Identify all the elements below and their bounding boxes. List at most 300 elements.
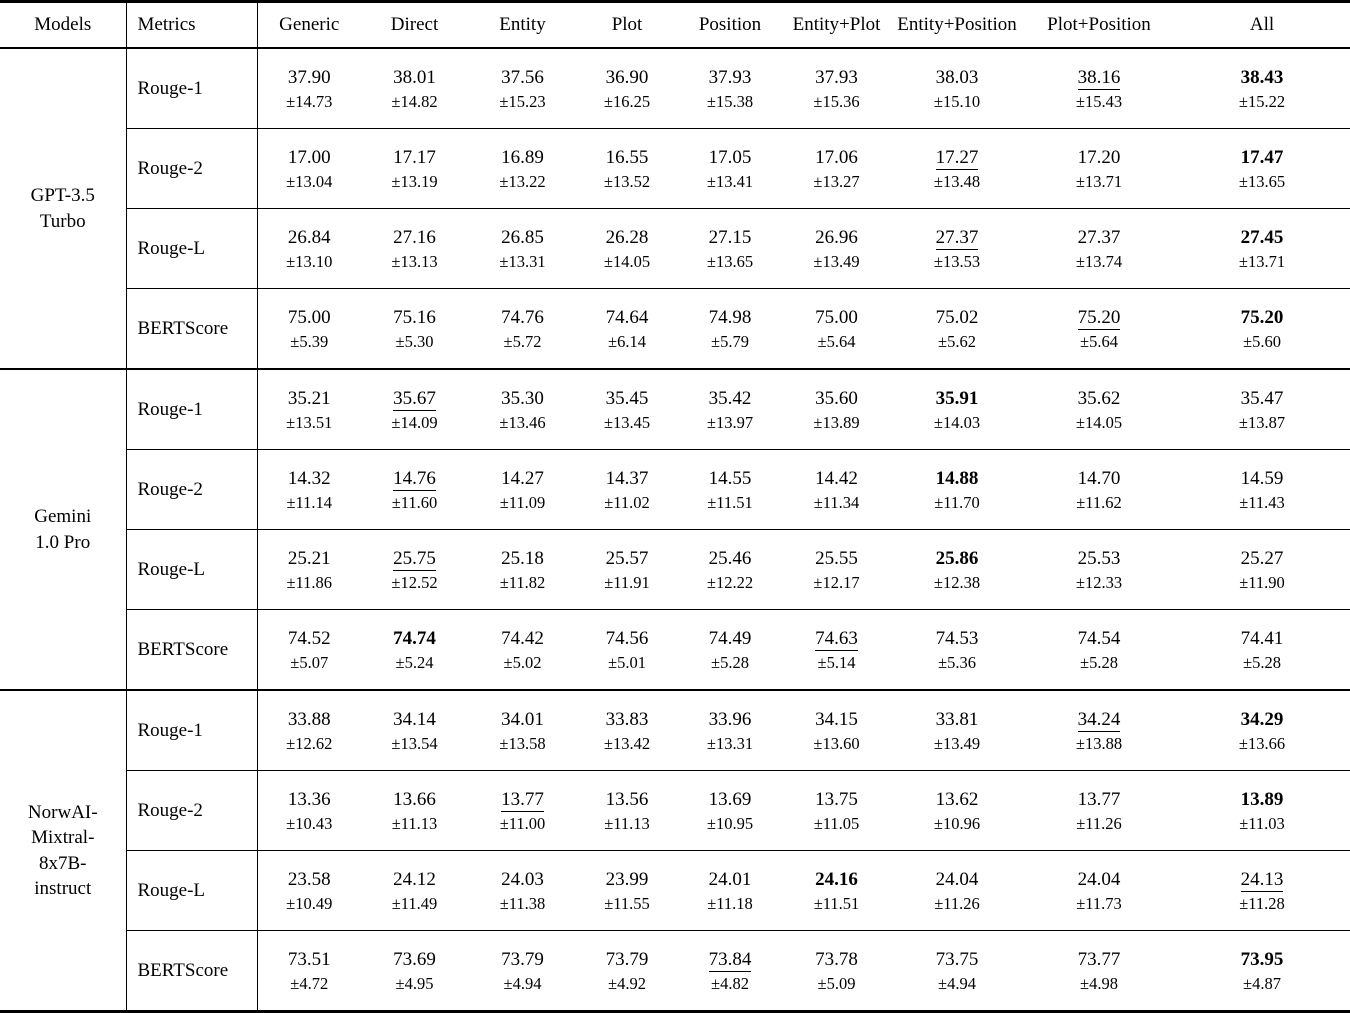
mean-value: 25.53 <box>1077 547 1121 569</box>
mean-value: 24.13 <box>1240 868 1284 890</box>
std-value: ±5.28 <box>1080 652 1118 672</box>
std-value: ±4.98 <box>1080 973 1118 993</box>
mean-value: 26.96 <box>815 226 858 248</box>
std-value: ±5.39 <box>290 331 329 351</box>
std-value: ±12.62 <box>286 733 333 753</box>
value-cell <box>468 48 577 129</box>
value-cell <box>1174 530 1350 610</box>
value-cell <box>677 610 783 691</box>
mean-value: 14.55 <box>708 467 752 489</box>
std-value: ±13.58 <box>499 733 546 753</box>
mean-value: 36.90 <box>605 66 649 88</box>
mean-value: 17.17 <box>393 146 436 168</box>
std-value: ±4.94 <box>503 973 542 993</box>
mean-value: 74.42 <box>501 627 544 649</box>
value-cell <box>1174 129 1350 209</box>
mean-value: 33.88 <box>287 708 331 730</box>
value-cell <box>468 771 577 851</box>
col-header-entity-position: Entity+Position <box>890 2 1024 49</box>
mean-value: 74.56 <box>605 627 649 649</box>
table-row <box>0 851 1350 931</box>
value-cell <box>677 369 783 450</box>
mean-value: 35.30 <box>501 387 544 409</box>
mean-value: 35.67 <box>393 387 436 409</box>
metric-label: Rouge-2 <box>126 771 257 851</box>
col-header-direct: Direct <box>361 2 468 49</box>
std-value: ±13.71 <box>1238 251 1286 271</box>
std-value: ±10.49 <box>286 893 333 913</box>
mean-value: 14.37 <box>605 467 649 489</box>
value-cell <box>577 289 677 370</box>
std-value: ±13.27 <box>813 171 860 191</box>
mean-value: 23.58 <box>287 868 331 890</box>
mean-value: 38.43 <box>1240 66 1284 88</box>
std-value: ±5.72 <box>503 331 542 351</box>
mean-value: 25.75 <box>393 547 436 569</box>
std-value: ±13.49 <box>933 733 981 753</box>
std-value: ±13.49 <box>813 251 860 271</box>
value-cell <box>257 450 361 530</box>
model-name <box>0 369 126 690</box>
mean-value: 25.57 <box>605 547 649 569</box>
mean-value: 73.51 <box>287 948 331 970</box>
std-value: ±14.82 <box>391 91 438 111</box>
std-value: ±13.13 <box>391 251 438 271</box>
mean-value: 17.47 <box>1240 146 1284 168</box>
std-value: ±11.34 <box>813 492 860 512</box>
table-row <box>0 48 1350 129</box>
mean-value: 16.55 <box>605 146 649 168</box>
value-cell <box>1174 369 1350 450</box>
value-cell <box>257 771 361 851</box>
std-value: ±5.28 <box>1243 652 1281 672</box>
value-cell <box>257 289 361 370</box>
mean-value: 73.69 <box>393 948 436 970</box>
std-value: ±5.30 <box>395 331 434 351</box>
value-cell <box>361 209 468 289</box>
value-cell <box>890 369 1024 450</box>
model-name-line: 8x7B- <box>39 852 87 874</box>
value-cell <box>577 771 677 851</box>
std-value: ±5.02 <box>503 652 542 672</box>
value-cell <box>783 369 890 450</box>
std-value: ±13.65 <box>1238 171 1286 191</box>
col-header-position: Position <box>677 2 783 49</box>
std-value: ±5.28 <box>711 652 749 672</box>
mean-value: 24.01 <box>708 868 752 890</box>
value-cell <box>1024 690 1174 771</box>
std-value: ±10.95 <box>706 813 754 833</box>
std-value: ±13.71 <box>1075 171 1123 191</box>
std-value: ±13.48 <box>933 171 981 191</box>
mean-value: 74.74 <box>393 627 436 649</box>
model-name-line: Gemini <box>34 506 92 528</box>
mean-value: 26.28 <box>605 226 649 248</box>
col-header-plot-position: Plot+Position <box>1024 2 1174 49</box>
metric-label: BERTScore <box>126 610 257 691</box>
value-cell <box>783 450 890 530</box>
std-value: ±13.52 <box>603 171 651 191</box>
mean-value: 26.84 <box>287 226 331 248</box>
value-cell <box>1024 851 1174 931</box>
mean-value: 34.24 <box>1077 708 1121 730</box>
metric-label: BERTScore <box>126 931 257 1012</box>
value-cell <box>361 369 468 450</box>
mean-value: 17.06 <box>815 146 858 168</box>
mean-value: 73.95 <box>1240 948 1284 970</box>
value-cell <box>783 931 890 1012</box>
value-cell <box>361 129 468 209</box>
std-value: ±5.09 <box>817 973 856 993</box>
value-cell <box>361 771 468 851</box>
value-cell <box>890 931 1024 1012</box>
metric-label: Rouge-L <box>126 851 257 931</box>
value-cell <box>577 209 677 289</box>
table-row <box>0 450 1350 530</box>
std-value: ±5.60 <box>1243 331 1281 351</box>
mean-value: 74.49 <box>708 627 752 649</box>
value-cell <box>468 610 577 691</box>
std-value: ±12.33 <box>1075 572 1123 592</box>
mean-value: 75.00 <box>815 306 858 328</box>
mean-value: 35.62 <box>1077 387 1121 409</box>
std-value: ±11.49 <box>391 893 438 913</box>
mean-value: 35.91 <box>935 387 979 409</box>
value-cell <box>783 209 890 289</box>
std-value: ±5.01 <box>608 652 646 672</box>
value-cell <box>577 129 677 209</box>
std-value: ±5.24 <box>395 652 434 672</box>
col-header-metrics: Metrics <box>126 2 257 49</box>
std-value: ±13.22 <box>499 171 546 191</box>
value-cell <box>577 931 677 1012</box>
mean-value: 35.42 <box>708 387 752 409</box>
std-value: ±11.90 <box>1239 572 1285 592</box>
metric-label: BERTScore <box>126 289 257 370</box>
value-cell <box>890 690 1024 771</box>
value-cell <box>890 129 1024 209</box>
std-value: ±11.73 <box>1076 893 1122 913</box>
mean-value: 35.60 <box>815 387 858 409</box>
mean-value: 74.64 <box>605 306 649 328</box>
std-value: ±11.09 <box>499 492 546 512</box>
mean-value: 25.18 <box>501 547 544 569</box>
model-name-line: instruct <box>34 877 92 899</box>
std-value: ±14.09 <box>391 412 438 432</box>
mean-value: 33.81 <box>935 708 979 730</box>
mean-value: 25.27 <box>1240 547 1284 569</box>
value-cell <box>361 690 468 771</box>
metric-label: Rouge-1 <box>126 690 257 771</box>
std-value: ±13.31 <box>499 251 546 271</box>
std-value: ±15.36 <box>813 91 860 111</box>
col-header-plot: Plot <box>577 2 677 49</box>
mean-value: 34.15 <box>815 708 858 730</box>
value-cell <box>1174 209 1350 289</box>
mean-value: 17.27 <box>935 146 979 168</box>
value-cell <box>468 450 577 530</box>
std-value: ±11.91 <box>604 572 650 592</box>
mean-value: 35.21 <box>287 387 331 409</box>
value-cell <box>1174 48 1350 129</box>
std-value: ±12.22 <box>706 572 754 592</box>
model-name <box>0 690 126 1012</box>
value-cell <box>577 610 677 691</box>
value-cell <box>677 771 783 851</box>
mean-value: 73.84 <box>708 948 752 970</box>
mean-value: 13.66 <box>393 788 436 810</box>
value-cell <box>361 851 468 931</box>
std-value: ±13.54 <box>391 733 438 753</box>
value-cell <box>1024 771 1174 851</box>
std-value: ±5.64 <box>1080 331 1118 351</box>
mean-value: 17.05 <box>708 146 752 168</box>
value-cell <box>783 851 890 931</box>
std-value: ±13.46 <box>499 412 546 432</box>
mean-value: 37.93 <box>815 66 858 88</box>
std-value: ±13.42 <box>603 733 651 753</box>
value-cell <box>1024 209 1174 289</box>
mean-value: 37.90 <box>287 66 331 88</box>
value-cell <box>890 450 1024 530</box>
value-cell <box>1174 289 1350 370</box>
value-cell <box>257 369 361 450</box>
mean-value: 75.16 <box>393 306 436 328</box>
std-value: ±13.31 <box>706 733 754 753</box>
mean-value: 34.14 <box>393 708 436 730</box>
mean-value: 27.37 <box>1077 226 1121 248</box>
value-cell <box>783 129 890 209</box>
std-value: ±13.10 <box>286 251 333 271</box>
mean-value: 35.47 <box>1240 387 1284 409</box>
mean-value: 27.15 <box>708 226 752 248</box>
std-value: ±11.51 <box>707 492 753 512</box>
std-value: ±11.62 <box>1076 492 1122 512</box>
value-cell <box>1024 530 1174 610</box>
value-cell <box>890 209 1024 289</box>
mean-value: 13.62 <box>935 788 979 810</box>
mean-value: 24.04 <box>1077 868 1121 890</box>
std-value: ±4.95 <box>395 973 434 993</box>
model-name-line: 1.0 Pro <box>35 531 91 553</box>
mean-value: 74.76 <box>501 306 544 328</box>
value-cell <box>1024 129 1174 209</box>
value-cell <box>361 48 468 129</box>
std-value: ±11.05 <box>813 813 860 833</box>
value-cell <box>468 129 577 209</box>
std-value: ±11.18 <box>707 893 753 913</box>
table-row <box>0 931 1350 1012</box>
std-value: ±5.07 <box>290 652 329 672</box>
std-value: ±11.14 <box>286 492 333 512</box>
value-cell <box>1024 931 1174 1012</box>
mean-value: 73.79 <box>605 948 649 970</box>
value-cell <box>257 690 361 771</box>
mean-value: 14.59 <box>1240 467 1284 489</box>
value-cell <box>1174 851 1350 931</box>
std-value: ±11.26 <box>934 893 980 913</box>
mean-value: 37.56 <box>501 66 544 88</box>
std-value: ±11.03 <box>1239 813 1285 833</box>
model-name-line: GPT-3.5 <box>30 185 95 207</box>
value-cell <box>677 129 783 209</box>
mean-value: 75.00 <box>287 306 331 328</box>
std-value: ±15.23 <box>499 91 546 111</box>
value-cell <box>577 530 677 610</box>
mean-value: 73.77 <box>1077 948 1121 970</box>
value-cell <box>677 530 783 610</box>
std-value: ±5.79 <box>711 331 749 351</box>
mean-value: 74.52 <box>287 627 331 649</box>
model-name <box>0 48 126 369</box>
std-value: ±11.02 <box>604 492 650 512</box>
std-value: ±5.64 <box>817 331 856 351</box>
std-value: ±16.25 <box>603 91 651 111</box>
mean-value: 14.76 <box>393 467 436 489</box>
std-value: ±13.41 <box>706 171 754 191</box>
std-value: ±13.65 <box>706 251 754 271</box>
value-cell <box>890 530 1024 610</box>
std-value: ±4.94 <box>938 973 976 993</box>
value-cell <box>1174 931 1350 1012</box>
std-value: ±11.00 <box>499 813 546 833</box>
std-value: ±13.97 <box>706 412 754 432</box>
value-cell <box>783 48 890 129</box>
std-value: ±11.38 <box>499 893 546 913</box>
std-value: ±12.17 <box>813 572 860 592</box>
model-name-line: Turbo <box>39 210 86 232</box>
value-cell <box>677 209 783 289</box>
mean-value: 75.20 <box>1240 306 1284 328</box>
std-value: ±14.03 <box>933 412 981 432</box>
std-value: ±10.96 <box>933 813 981 833</box>
value-cell <box>1024 450 1174 530</box>
mean-value: 35.45 <box>605 387 649 409</box>
std-value: ±11.60 <box>391 492 438 512</box>
mean-value: 17.20 <box>1077 146 1121 168</box>
mean-value: 14.42 <box>815 467 858 489</box>
metric-label: Rouge-2 <box>126 129 257 209</box>
mean-value: 34.29 <box>1240 708 1284 730</box>
mean-value: 73.78 <box>815 948 858 970</box>
value-cell <box>1024 369 1174 450</box>
std-value: ±13.88 <box>1075 733 1123 753</box>
value-cell <box>577 48 677 129</box>
mean-value: 16.89 <box>501 146 544 168</box>
table-row <box>0 209 1350 289</box>
mean-value: 17.00 <box>287 146 331 168</box>
std-value: ±13.19 <box>391 171 438 191</box>
mean-value: 14.88 <box>935 467 979 489</box>
table-row <box>0 289 1350 370</box>
mean-value: 74.63 <box>815 627 858 649</box>
value-cell <box>361 289 468 370</box>
value-cell <box>783 289 890 370</box>
std-value: ±4.87 <box>1243 973 1281 993</box>
mean-value: 74.98 <box>708 306 752 328</box>
std-value: ±5.62 <box>938 331 976 351</box>
std-value: ±13.60 <box>813 733 860 753</box>
mean-value: 13.77 <box>501 788 544 810</box>
metric-label: Rouge-L <box>126 209 257 289</box>
std-value: ±4.72 <box>290 973 329 993</box>
std-value: ±14.73 <box>286 91 333 111</box>
mean-value: 23.99 <box>605 868 649 890</box>
std-value: ±15.43 <box>1075 91 1123 111</box>
std-value: ±11.13 <box>391 813 438 833</box>
std-value: ±11.70 <box>934 492 980 512</box>
value-cell <box>468 209 577 289</box>
mean-value: 25.21 <box>287 547 331 569</box>
std-value: ±13.53 <box>933 251 981 271</box>
mean-value: 24.03 <box>501 868 544 890</box>
value-cell <box>783 610 890 691</box>
std-value: ±5.14 <box>817 652 856 672</box>
std-value: ±11.28 <box>1239 893 1285 913</box>
std-value: ±15.22 <box>1238 91 1286 111</box>
table-row <box>0 530 1350 610</box>
mean-value: 27.16 <box>393 226 436 248</box>
col-header-entity-plot: Entity+Plot <box>783 2 890 49</box>
std-value: ±13.89 <box>813 412 860 432</box>
std-value: ±11.82 <box>499 572 546 592</box>
mean-value: 38.16 <box>1077 66 1121 88</box>
mean-value: 33.96 <box>708 708 752 730</box>
value-cell <box>890 289 1024 370</box>
value-cell <box>677 450 783 530</box>
std-value: ±13.45 <box>603 412 651 432</box>
mean-value: 73.79 <box>501 948 544 970</box>
metric-label: Rouge-1 <box>126 48 257 129</box>
std-value: ±15.10 <box>933 91 981 111</box>
table-row <box>0 690 1350 771</box>
metric-label: Rouge-2 <box>126 450 257 530</box>
mean-value: 25.46 <box>708 547 752 569</box>
value-cell <box>677 48 783 129</box>
mean-value: 25.55 <box>815 547 858 569</box>
value-cell <box>257 931 361 1012</box>
value-cell <box>783 771 890 851</box>
value-cell <box>1024 289 1174 370</box>
value-cell <box>468 851 577 931</box>
table-row <box>0 129 1350 209</box>
mean-value: 34.01 <box>501 708 544 730</box>
value-cell <box>1024 48 1174 129</box>
mean-value: 13.36 <box>287 788 331 810</box>
value-cell <box>257 610 361 691</box>
col-header-generic: Generic <box>257 2 361 49</box>
mean-value: 13.75 <box>815 788 858 810</box>
std-value: ±13.04 <box>286 171 333 191</box>
col-header-entity: Entity <box>468 2 577 49</box>
mean-value: 74.41 <box>1240 627 1284 649</box>
std-value: ±11.43 <box>1239 492 1285 512</box>
model-name-line: NorwAI- <box>27 802 98 824</box>
value-cell <box>677 289 783 370</box>
mean-value: 24.04 <box>935 868 979 890</box>
col-header-all: All <box>1174 2 1350 49</box>
mean-value: 33.83 <box>605 708 649 730</box>
mean-value: 74.54 <box>1077 627 1121 649</box>
metric-label: Rouge-L <box>126 530 257 610</box>
mean-value: 27.37 <box>935 226 979 248</box>
value-cell <box>783 530 890 610</box>
value-cell <box>890 610 1024 691</box>
value-cell <box>677 690 783 771</box>
header-row <box>0 2 1350 49</box>
mean-value: 26.85 <box>501 226 544 248</box>
value-cell <box>468 931 577 1012</box>
